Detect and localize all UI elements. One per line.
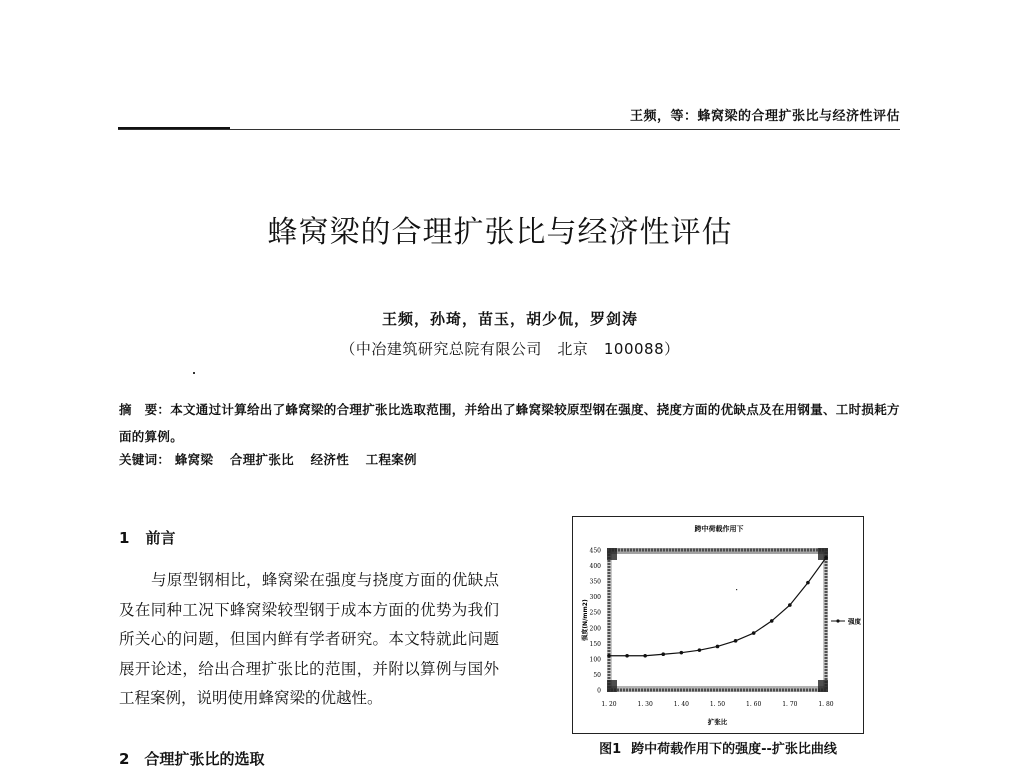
y-tick-label: 250 bbox=[589, 609, 601, 617]
data-point bbox=[824, 556, 828, 560]
next-section-heading-cropped: 2 合理扩张比的选取 bbox=[119, 750, 265, 768]
abstract bbox=[119, 396, 909, 450]
data-point bbox=[625, 654, 629, 658]
keyword: 合理扩张比 bbox=[229, 452, 294, 467]
scan-speck bbox=[193, 372, 195, 374]
keyword: 蜂窝梁 bbox=[174, 452, 214, 467]
data-point bbox=[607, 654, 611, 658]
running-head: 王频，等：蜂窝梁的合理扩张比与经济性评估 bbox=[629, 109, 900, 124]
legend-label: 强度 bbox=[848, 617, 861, 626]
section-number: 1 bbox=[119, 529, 130, 547]
plot-area bbox=[609, 550, 826, 690]
y-axis-label: 强度(N/mm2) bbox=[582, 599, 589, 641]
data-point bbox=[770, 619, 774, 623]
data-point bbox=[734, 639, 738, 643]
abstract-label: 摘 要： bbox=[119, 402, 171, 417]
data-point bbox=[788, 603, 792, 607]
x-tick-label: 1. 70 bbox=[782, 701, 798, 708]
x-tick-label: 1. 30 bbox=[637, 701, 653, 708]
data-point bbox=[752, 631, 756, 635]
keyword: 经济性 bbox=[310, 452, 349, 467]
data-point bbox=[661, 652, 665, 656]
figure-caption-text: 跨中荷载作用下的强度--扩张比曲线 bbox=[631, 742, 837, 757]
x-tick-label: 1. 80 bbox=[818, 701, 834, 708]
y-tick-label: 0 bbox=[597, 687, 601, 695]
y-tick-label: 50 bbox=[593, 671, 601, 679]
y-tick-label: 450 bbox=[589, 547, 601, 555]
keywords-label: 关键词： bbox=[119, 452, 171, 467]
x-tick-label: 1. 20 bbox=[601, 701, 617, 708]
figure-chart bbox=[572, 516, 864, 734]
x-axis-label: 扩张比 bbox=[707, 718, 728, 726]
y-tick-label: 200 bbox=[589, 625, 601, 633]
data-point bbox=[806, 581, 810, 585]
section-title: 前言 bbox=[145, 529, 176, 547]
figure-caption bbox=[568, 738, 868, 757]
data-point bbox=[698, 648, 702, 652]
author-list: 王频，孙琦，苗玉，胡少侃，罗剑涛 bbox=[381, 310, 638, 328]
y-tick-label: 350 bbox=[589, 578, 601, 586]
x-tick-label: 1. 40 bbox=[673, 701, 689, 708]
y-tick-label: 100 bbox=[589, 656, 601, 664]
figure-number: 图1 bbox=[599, 742, 622, 757]
section-heading-introduction bbox=[119, 527, 175, 548]
y-tick-label: 150 bbox=[589, 640, 601, 648]
header-rule bbox=[118, 129, 900, 130]
keyword: 工程案例 bbox=[365, 452, 417, 467]
strength-expansion-ratio-chart bbox=[573, 517, 865, 735]
y-tick-label: 400 bbox=[589, 563, 601, 571]
chart-title: 跨中荷载作用下 bbox=[694, 525, 744, 533]
data-point bbox=[643, 654, 647, 658]
x-tick-label: 1. 60 bbox=[746, 701, 762, 708]
affiliation: （中冶建筑研究总院有限公司 北京 100088） bbox=[340, 340, 680, 358]
data-point bbox=[680, 651, 684, 655]
abstract-text: 本文通过计算给出了蜂窝梁的合理扩张比选取范围，并给出了蜂窝梁较原型钢在强度、挠度方面的优缺点及在用钢量、工时损耗方面的算例。 bbox=[119, 402, 900, 444]
introduction-paragraph: 与原型钢相比，蜂窝梁在强度与挠度方面的优缺点及在同种工况下蜂窝梁较型钢于成本方面的优势为我们所关心的问题，但国内鲜有学者研究。本文特就此问题展开论述，给出合理扩张比的范围，并附以算例与国外工程案例，说明使用蜂窝梁的优越性。 bbox=[119, 571, 499, 707]
data-point bbox=[716, 645, 720, 649]
paper-title: 蜂窝梁的合理扩张比与经济性评估 bbox=[267, 215, 733, 250]
y-tick-label: 300 bbox=[589, 594, 601, 602]
keywords bbox=[119, 450, 909, 468]
x-tick-label: 1. 50 bbox=[709, 701, 726, 708]
